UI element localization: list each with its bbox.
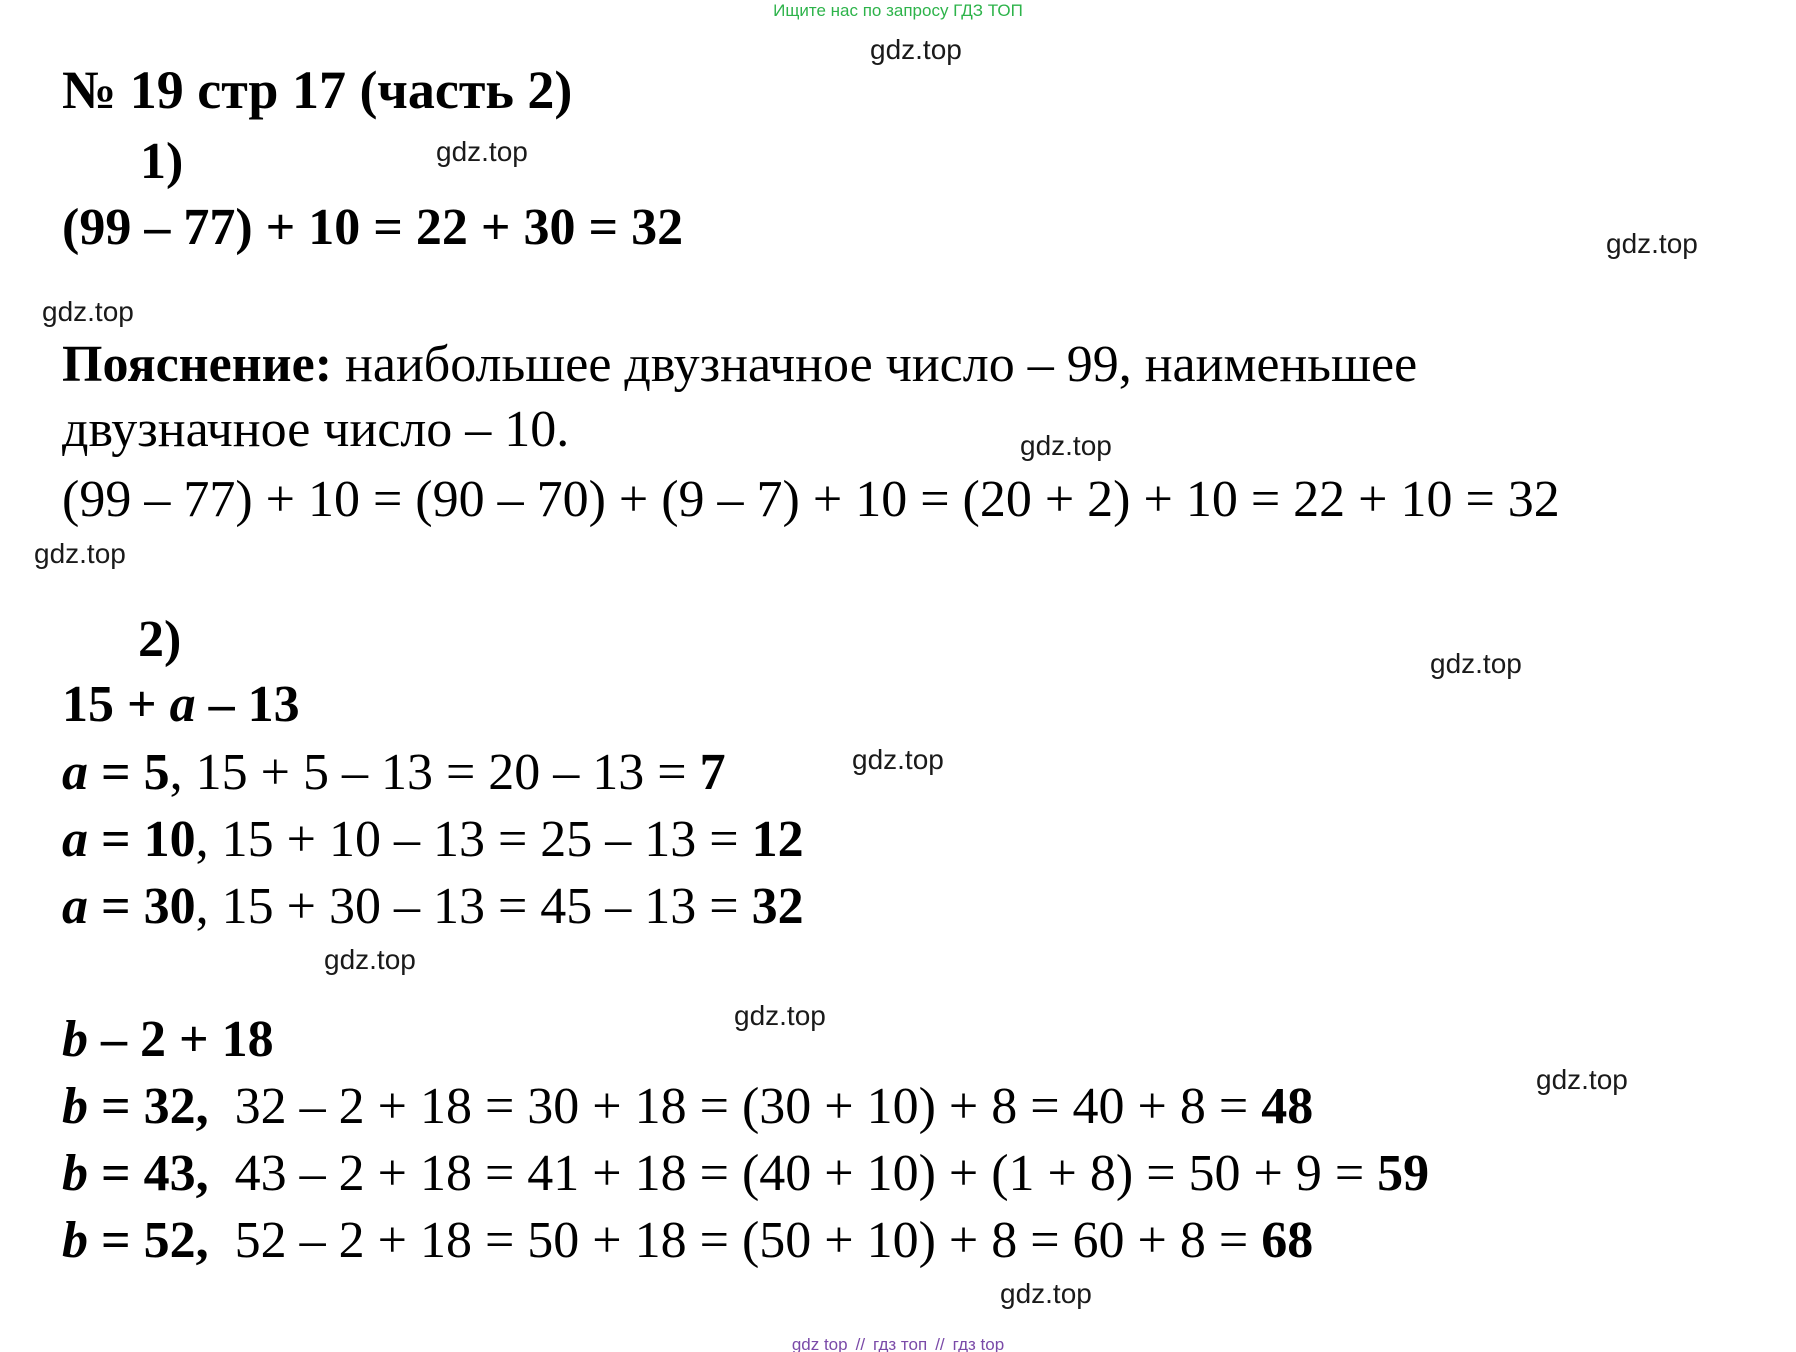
- expr-a-rest: – 13: [195, 676, 300, 733]
- row-eq: = 5: [88, 744, 170, 801]
- expr-b-rest: – 2 + 18: [88, 1011, 274, 1068]
- expr-b-heading: [62, 1010, 274, 1070]
- row-result: 32: [751, 878, 804, 935]
- row-calc: 32 – 2 + 18 = 30 + 18 = (30 + 10) + 8 = 40 + 8 =: [208, 1078, 1262, 1135]
- bottom-link[interactable]: гдз top: [952, 1335, 1005, 1352]
- explanation-line2: двузначное число – 10.: [62, 401, 570, 458]
- expr-b-row: [62, 1144, 1429, 1204]
- row-eq: = 10: [88, 811, 196, 868]
- watermark: gdz.top: [34, 538, 126, 569]
- row-eq: = 32,: [88, 1078, 209, 1135]
- row-result: 59: [1377, 1145, 1430, 1202]
- expr-b-row: [62, 1211, 1313, 1271]
- expr-b-var: b: [62, 1011, 88, 1068]
- bottom-banner: [0, 1334, 1796, 1352]
- row-var: a: [62, 811, 88, 868]
- row-calc: , 15 + 5 – 13 = 20 – 13 =: [169, 744, 700, 801]
- row-result: 48: [1261, 1078, 1314, 1135]
- explanation-line1: [62, 335, 1417, 395]
- watermark: gdz.top: [1430, 648, 1522, 679]
- row-var: a: [62, 744, 88, 801]
- row-calc: 52 – 2 + 18 = 50 + 18 = (50 + 10) + 8 = 60 + 8 =: [208, 1212, 1262, 1269]
- row-eq: = 30: [88, 878, 196, 935]
- row-calc: , 15 + 10 – 13 = 25 – 13 =: [195, 811, 752, 868]
- expr-a-var: a: [169, 676, 196, 733]
- watermark: gdz.top: [1000, 1278, 1092, 1309]
- expr-a-row: [62, 810, 804, 870]
- separator: //: [935, 1335, 945, 1352]
- part1-label: 1): [140, 133, 184, 190]
- part2-label: 2): [138, 611, 182, 668]
- row-var: b: [62, 1145, 88, 1202]
- watermark: gdz.top: [734, 1000, 826, 1031]
- watermark: gdz.top: [436, 136, 528, 167]
- row-eq: = 52,: [88, 1212, 209, 1269]
- watermark: gdz.top: [1536, 1064, 1628, 1095]
- row-eq: = 43,: [88, 1145, 209, 1202]
- row-var: b: [62, 1212, 88, 1269]
- expr-a-num: 15 +: [62, 676, 170, 733]
- row-var: b: [62, 1078, 88, 1135]
- explanation-label: Пояснение:: [62, 336, 333, 393]
- separator: //: [855, 1335, 866, 1352]
- expr-a-row: [62, 743, 726, 803]
- row-calc: 43 – 2 + 18 = 41 + 18 = (40 + 10) + (1 + 8) = 50 + 9 =: [208, 1145, 1378, 1202]
- watermark: gdz.top: [1606, 228, 1698, 259]
- watermark: gdz.top: [1020, 430, 1112, 461]
- watermark: gdz.top: [324, 944, 416, 975]
- explanation-text1: наибольшее двузначное число – 99, наименьшее: [332, 336, 1418, 393]
- bottom-link[interactable]: gdz top: [791, 1335, 848, 1352]
- watermark: gdz.top: [42, 296, 134, 327]
- top-banner: Ищите нас по запросу ГДЗ ТОП: [773, 1, 1023, 20]
- row-result: 7: [699, 744, 726, 801]
- explanation-calculation: (99 – 77) + 10 = (90 – 70) + (9 – 7) + 10 = (20 + 2) + 10 = 22 + 10 = 32: [62, 471, 1560, 528]
- expr-a-heading: [62, 675, 300, 735]
- bottom-link[interactable]: гдз топ: [873, 1335, 928, 1352]
- row-calc: , 15 + 30 – 13 = 45 – 13 =: [195, 878, 752, 935]
- page-title: № 19 стр 17 (часть 2): [62, 60, 573, 120]
- watermark: gdz.top: [870, 34, 962, 65]
- watermark: gdz.top: [852, 744, 944, 775]
- part1-answer: (99 – 77) + 10 = 22 + 30 = 32: [62, 199, 684, 256]
- expr-b-row: [62, 1077, 1313, 1137]
- row-var: a: [62, 878, 88, 935]
- expr-a-row: [62, 877, 804, 937]
- row-result: 68: [1261, 1212, 1314, 1269]
- row-result: 12: [751, 811, 804, 868]
